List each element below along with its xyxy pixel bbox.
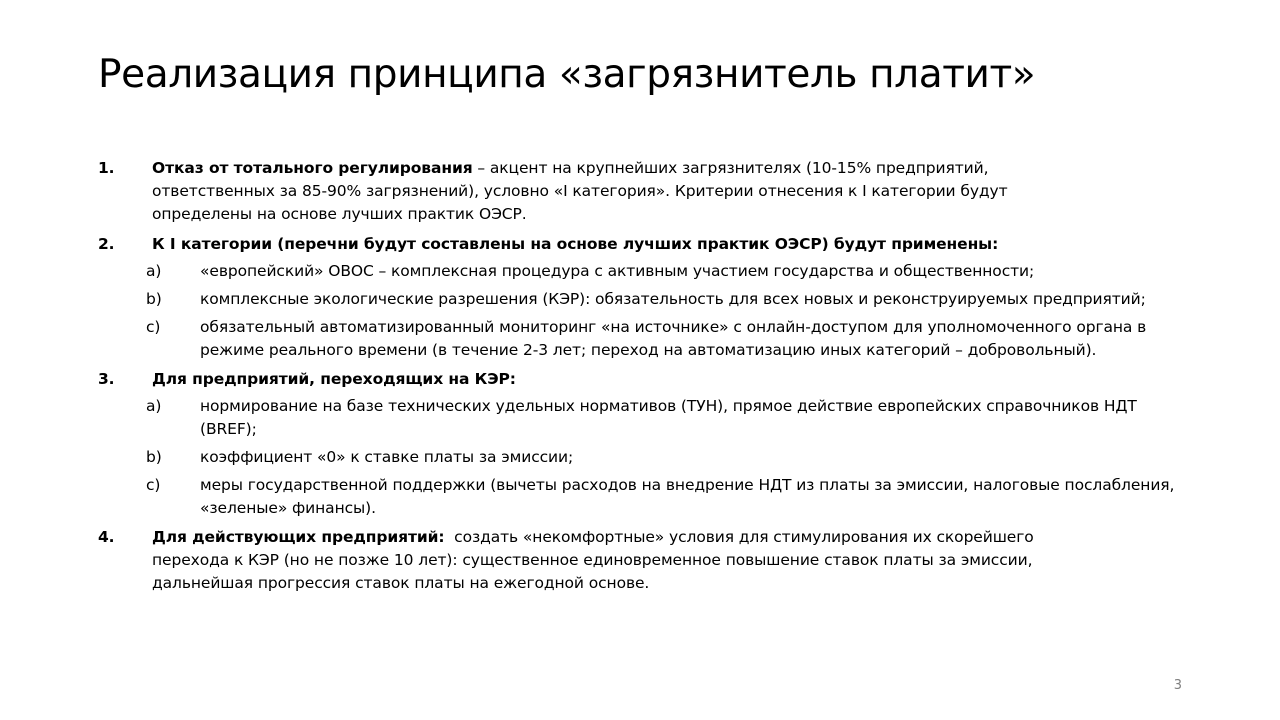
sub-item [0, 395, 1190, 441]
sub-item-text: меры государственной поддержки (вычеты расходов на внедрение НДТ из платы за эмиссии, налоговые послабления, «зеленые» финансы). [200, 476, 1175, 517]
sub-item-letter: b) [146, 448, 162, 466]
sub-item-text: обязательный автоматизированный мониторинг «на источнике» с онлайн-доступом для уполномоченного органа в режиме реального времени (в течение 2-3 лет; переход на автоматизацию иных категорий – добровольный). [200, 318, 1147, 359]
item-heading: К I категории (перечни будут составлены на основе лучших практик ОЭСР) будут применены: [152, 235, 999, 253]
item-number: 3. [98, 370, 115, 388]
sub-item-text: нормирование на базе технических удельных нормативов (ТУН), прямое действие европейских справочников НДТ (BREF); [200, 397, 1137, 438]
item-heading: Отказ от тотального регулирования [152, 159, 473, 177]
list-item [0, 368, 1102, 391]
sub-item-letter: b) [146, 290, 162, 308]
item-heading: Для действующих предприятий: [152, 528, 445, 546]
item-text: – акцент на крупнейших загрязнителях (10-15% предприятий, ответственных за 85-90% загрязнений), условно «I категория». Критерии отнесения к I категории будут определены на основе лучших практик ОЭСР. [152, 159, 1008, 223]
slide-title: Реализация принципа «загрязнитель платит» [98, 52, 1036, 97]
item-heading: Для предприятий, переходящих на КЭР: [152, 370, 516, 388]
sub-item-text: коэффициент «0» к ставке платы за эмиссии; [200, 448, 574, 466]
sub-item [0, 474, 1190, 520]
sub-item-letter: a) [146, 262, 162, 280]
slide-content [0, 157, 1280, 595]
sub-item-text: комплексные экологические разрешения (КЭР): обязательность для всех новых и реконструируемых предприятий; [200, 290, 1146, 308]
item-number: 1. [98, 159, 115, 177]
sub-list [0, 395, 1280, 520]
sub-item [0, 446, 1190, 469]
sub-item-letter: a) [146, 397, 162, 415]
page-number: 3 [1173, 678, 1182, 693]
item-number: 4. [98, 528, 115, 546]
sub-item [0, 260, 1190, 283]
sub-item-letter: c) [146, 476, 161, 494]
sub-item [0, 316, 1190, 362]
item-text: создать «некомфортные» условия для стимулирования их скорейшего перехода к КЭР (но не позже 10 лет): существенное единовременное повышение ставок платы за эмиссии, дальнейшая прогрессия ставок платы на ежегодной основе. [152, 528, 1039, 592]
sub-list [0, 260, 1280, 362]
list-item [0, 233, 1102, 256]
sub-item-letter: c) [146, 318, 161, 336]
item-number: 2. [98, 235, 115, 253]
list-item [0, 526, 1102, 595]
sub-item-text: «европейский» ОВОС – комплексная процедура с активным участием государства и общественности; [200, 262, 1035, 280]
sub-item [0, 288, 1190, 311]
list-item [0, 157, 1102, 226]
